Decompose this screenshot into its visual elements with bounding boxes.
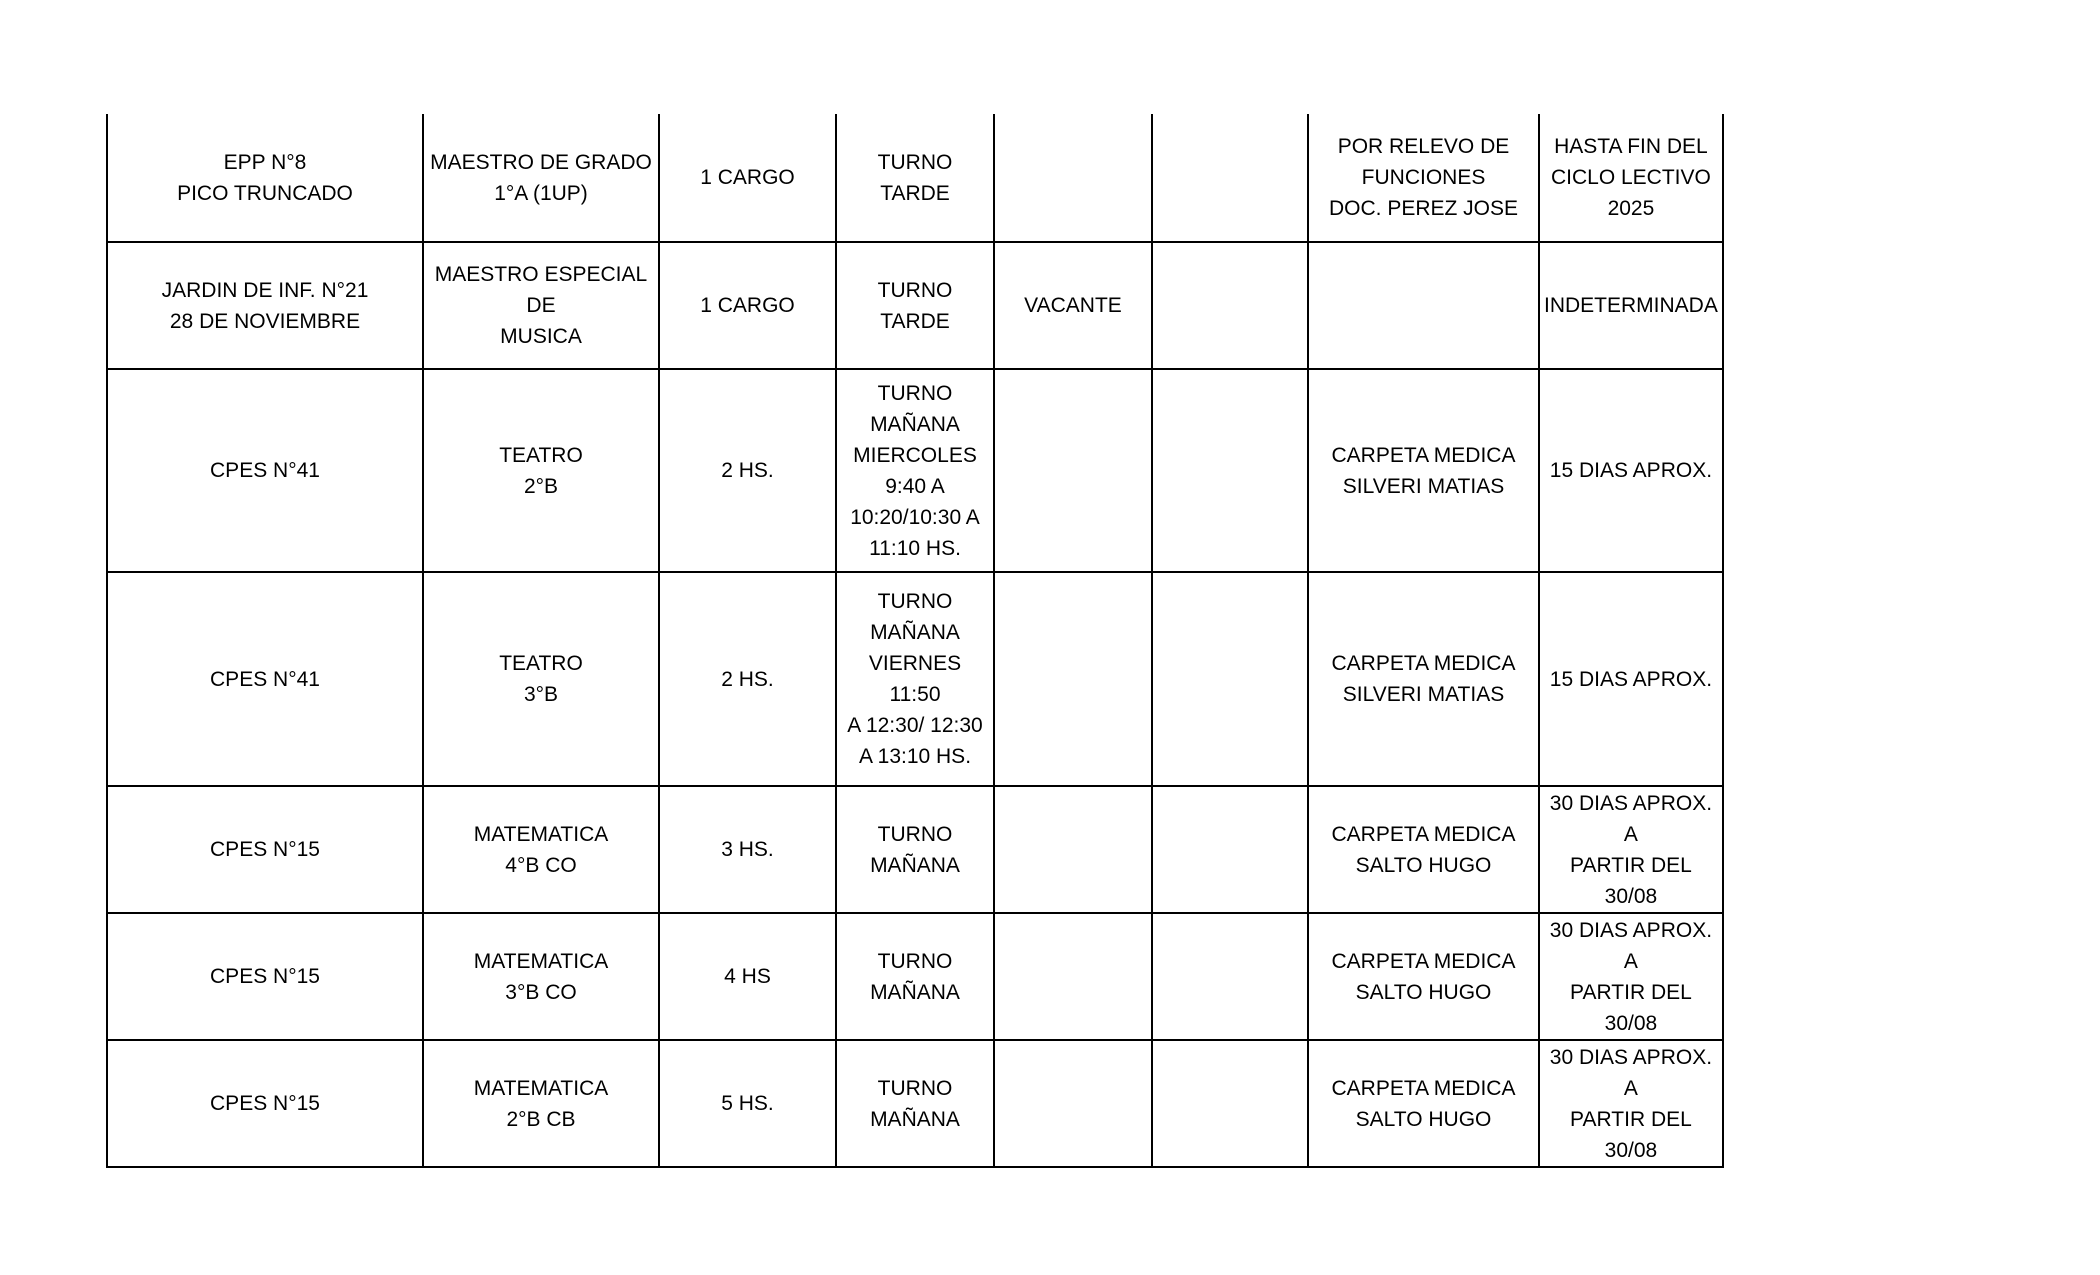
school-cell: CPES N°15: [107, 1040, 423, 1167]
reason-cell: [1308, 242, 1539, 369]
position-cell: TEATRO 3°B: [423, 572, 659, 786]
reason-cell: CARPETA MEDICA SALTO HUGO: [1308, 1040, 1539, 1167]
school-cell: EPP N°8 PICO TRUNCADO: [107, 114, 423, 242]
schedule-cell: TURNO TARDE: [836, 114, 994, 242]
hours-cell: 4 HS: [659, 913, 836, 1040]
status-cell: [994, 1040, 1152, 1167]
duration-cell: 15 DIAS APROX.: [1539, 369, 1723, 572]
empty-cell: [1152, 114, 1308, 242]
empty-cell: [1152, 913, 1308, 1040]
table-row: [107, 242, 1723, 369]
duration-cell: 30 DIAS APROX. A PARTIR DEL 30/08: [1539, 1040, 1723, 1167]
reason-cell: CARPETA MEDICA SILVERI MATIAS: [1308, 572, 1539, 786]
hours-cell: 5 HS.: [659, 1040, 836, 1167]
position-cell: MATEMATICA 2°B CB: [423, 1040, 659, 1167]
empty-cell: [1152, 1040, 1308, 1167]
reason-cell: CARPETA MEDICA SALTO HUGO: [1308, 786, 1539, 913]
empty-cell: [1152, 242, 1308, 369]
table-row: [107, 369, 1723, 572]
schedule-cell: TURNO MAÑANA VIERNES 11:50 A 12:30/ 12:30 A 13:10 HS.: [836, 572, 994, 786]
position-cell: TEATRO 2°B: [423, 369, 659, 572]
table-row: [107, 786, 1723, 913]
status-cell: [994, 913, 1152, 1040]
schedule-cell: TURNO TARDE: [836, 242, 994, 369]
school-cell: CPES N°41: [107, 369, 423, 572]
school-cell: CPES N°41: [107, 572, 423, 786]
hours-cell: 2 HS.: [659, 369, 836, 572]
duration-cell: HASTA FIN DEL CICLO LECTIVO 2025: [1539, 114, 1723, 242]
table-row: [107, 1040, 1723, 1167]
reason-cell: CARPETA MEDICA SALTO HUGO: [1308, 913, 1539, 1040]
school-cell: CPES N°15: [107, 913, 423, 1040]
school-cell: JARDIN DE INF. N°21 28 DE NOVIEMBRE: [107, 242, 423, 369]
duration-cell: 30 DIAS APROX. A PARTIR DEL 30/08: [1539, 913, 1723, 1040]
duration-cell: 30 DIAS APROX. A PARTIR DEL 30/08: [1539, 786, 1723, 913]
position-cell: MAESTRO ESPECIAL DE MUSICA: [423, 242, 659, 369]
status-cell: [994, 786, 1152, 913]
position-cell: MATEMATICA 3°B CO: [423, 913, 659, 1040]
duration-cell: INDETERMINADA: [1539, 242, 1723, 369]
school-cell: CPES N°15: [107, 786, 423, 913]
status-cell: [994, 572, 1152, 786]
reason-cell: POR RELEVO DE FUNCIONES DOC. PEREZ JOSE: [1308, 114, 1539, 242]
status-cell: [994, 114, 1152, 242]
schedule-cell: TURNO MAÑANA: [836, 786, 994, 913]
duration-cell: 15 DIAS APROX.: [1539, 572, 1723, 786]
table-row: [107, 572, 1723, 786]
table-row: [107, 913, 1723, 1040]
position-cell: MAESTRO DE GRADO 1°A (1UP): [423, 114, 659, 242]
hours-cell: 1 CARGO: [659, 242, 836, 369]
schedule-cell: TURNO MAÑANA: [836, 1040, 994, 1167]
hours-cell: 3 HS.: [659, 786, 836, 913]
schedule-cell: TURNO MAÑANA: [836, 913, 994, 1040]
empty-cell: [1152, 572, 1308, 786]
table-row: [107, 114, 1723, 242]
reason-cell: CARPETA MEDICA SILVERI MATIAS: [1308, 369, 1539, 572]
schedule-cell: TURNO MAÑANA MIERCOLES 9:40 A 10:20/10:30 A 11:10 HS.: [836, 369, 994, 572]
position-cell: MATEMATICA 4°B CO: [423, 786, 659, 913]
hours-cell: 2 HS.: [659, 572, 836, 786]
empty-cell: [1152, 369, 1308, 572]
hours-cell: 1 CARGO: [659, 114, 836, 242]
empty-cell: [1152, 786, 1308, 913]
status-cell: VACANTE: [994, 242, 1152, 369]
status-cell: [994, 369, 1152, 572]
vacancy-table: [106, 114, 1724, 1168]
